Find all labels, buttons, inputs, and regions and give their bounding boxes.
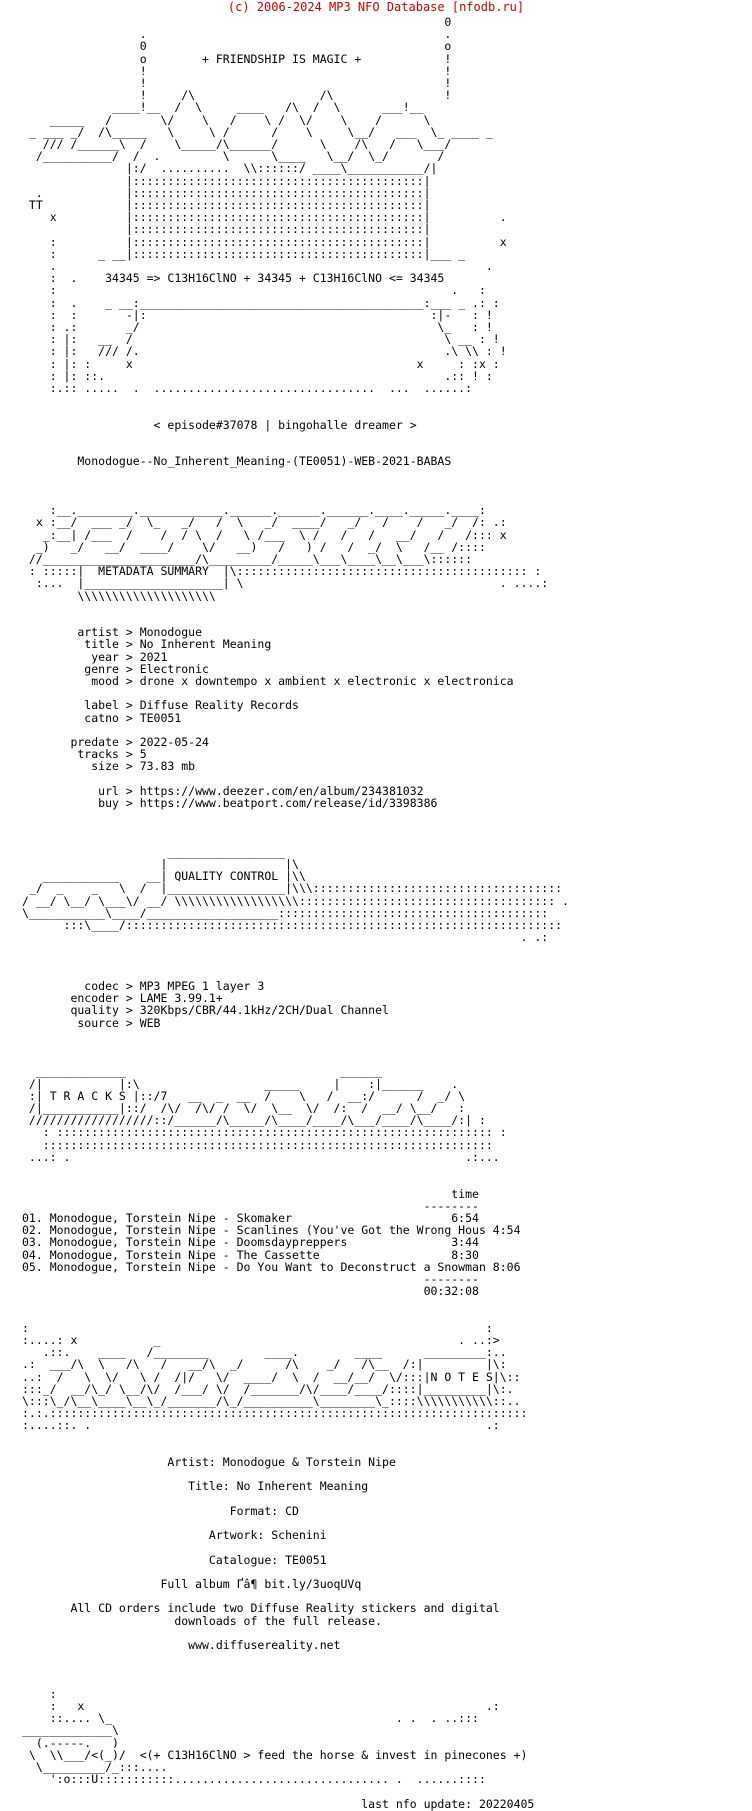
nfo-line: \ \\___/<(_)/ <(+ C13H16ClNO > feed the horse & invest in pinecones +): [22, 1747, 528, 1762]
nfo-line: : x .:: [22, 1699, 500, 1714]
nfo-line: ..: / \ \/ \ / /|/ \/ ____/ \ / __/__/ \/:::|N O T E S|\::: [22, 1369, 521, 1384]
nfo-line: artist > Monodogue: [22, 625, 203, 640]
nfo-line: ':o:::U:::::::::::............................... . ......::::: [22, 1772, 486, 1787]
nfo-line: : |: ::. .:: ! :: [22, 368, 493, 383]
nfo-line: Artwork: Schenini: [22, 1528, 327, 1543]
nfo-line: / __/ \__/ \___\/ __/ \\\\\\\\\\\\\\\\\\::::::::::::::::::::::::::::::::::::: .: [22, 893, 569, 908]
nfo-line: Title: No Inherent Meaning: [22, 1479, 369, 1494]
nfo-line: | |\: [22, 857, 299, 872]
nfo-line: |::::::::::::::::::::::::::::::::::::::::::|: [22, 222, 507, 237]
nfo-line: Full album Ґâ¶ bit.ly/3uoqUVq: [22, 1577, 362, 1591]
nfo-line: TT |::::::::::::::::::::::::::::::::::::::::::|: [22, 198, 459, 213]
nfo-line: x :__/ ___ _/ \_ _/ / \ _/ ____/ _/ / / _/ /: .:: [22, 515, 507, 530]
nfo-line: 02. Monodogue, Torstein Nipe - Scanlines (You've Got the Wrong Hous 4:54: [22, 1223, 521, 1238]
nfo-line: : :::::| METADATA SUMMARY |\:::::::::::::::::::::::::::::::::::::::::: :: [22, 564, 542, 579]
nfo-line: : ::::::::::::::::::::::::::::::::::::::::::::::::::::::::::::::: :: [22, 1125, 507, 1140]
nfo-line: downloads of the full release.: [22, 1613, 383, 1628]
nfo-line: 04. Monodogue, Torstein Nipe - The Cassette 8:30: [22, 1247, 479, 1262]
nfo-line: ! /\ /\ !: [22, 88, 452, 103]
nfo-line: < episode#37078 | bingohalle dreamer >: [22, 417, 417, 432]
nfo-line: x |::::::::::::::::::::::::::::::::::::::::::| .: [22, 210, 507, 225]
nfo-line: www.diffusereality.net: [22, 1638, 341, 1653]
nfo-line: size > 73.83 mb: [22, 759, 196, 774]
nfo-line: _ ___ _/ /\_____ \ \ / / \ \__/ ___ \_ ____ _: [22, 124, 493, 139]
nfo-line: o + FRIENDSHIP IS MAGIC + !: [22, 51, 452, 66]
nfo-line: . |::::::::::::::::::::::::::::::::::::::::::|: [22, 185, 459, 200]
nfo-line: : :: [22, 1320, 493, 1335]
nfo-line: genre > Electronic: [22, 661, 209, 676]
nfo-line: label > Diffuse Reality Records: [22, 698, 299, 713]
nfo-line: :::::::::::::::::::::::::::::::::::::::::::::::::::::::::::::::::: [22, 1137, 493, 1152]
nfo-line: 0 o: [22, 39, 452, 54]
nfo-line: : . :: [22, 283, 486, 298]
nfo-line: _________________: [22, 844, 286, 859]
nfo-line: :... |____________________| \ . ....:: [22, 576, 549, 591]
nfo-line: --------: [22, 1198, 479, 1213]
nfo-line: ...: . .:...: [22, 1149, 500, 1164]
nfo-line: . .:: [22, 930, 549, 945]
nfo-line: mood > drone x downtempo x ambient x electronic x electronica: [22, 673, 514, 688]
nfo-line: //______________________/\_________/_____\___\____\__\___\::::::: [22, 551, 473, 566]
nfo-line: :....: x _ . ..:>: [22, 1332, 500, 1347]
nfo-line: :.:: ..... . ................................ ... ......:: [22, 381, 473, 396]
nfo-line: \_________/_:::....: [22, 1760, 168, 1775]
nfo-line: Artist: Monodogue & Torstein Nipe: [22, 1454, 396, 1469]
nfo-line: : |::::::::::::::::::::::::::::::::::::::::::| x: [22, 234, 507, 249]
nfo-line: predate > 2022-05-24: [22, 734, 209, 749]
nfo-line: buy > https://www.beatport.com/release/id/3398386: [22, 796, 438, 810]
nfo-line: 01. Monodogue, Torstein Nipe - Skomaker 6:54: [22, 1210, 479, 1225]
nfo-line: : _ __|::::::::::::::::::::::::::::::::::::::::::|___ _: [22, 246, 493, 261]
nfo-line: _____ / \/ \ / \ / \/ \ / \: [22, 112, 445, 127]
nfo-line: :| T R A C K S |::/7 __ _ __ / \ / __:/ / _/ \: [22, 1088, 466, 1103]
nfo-line: : |: __ / \ __ : !: [22, 332, 500, 347]
nfo-line: --------: [22, 1271, 479, 1286]
nfo-line: |::::::::::::::::::::::::::::::::::::::::::|: [22, 173, 459, 188]
nfo-line: Format: CD: [22, 1503, 299, 1518]
nfo-line: /// /______\ / \_____/\______/ \ /\ / \___/: [22, 137, 466, 152]
nfo-line: : . _ __:_________________________________________:___ _ .: :: [22, 295, 500, 310]
nfo-line: \\\\\\\\\\\\\\\\\\\\: [22, 588, 216, 603]
nfo-line: url > https://www.deezer.com/en/album/234381032: [22, 783, 424, 798]
nfo-line: \___________\____/___________________:::::::::::::::::::::::::::::::::::::::: [22, 905, 549, 920]
nfo-line: _/ _ _ \ / |_________________|\\\::::::::::::::::::::::::::::::::::::: [22, 881, 563, 896]
nfo-line: title > No Inherent Meaning: [22, 637, 272, 652]
nfo-line: year > 2021: [22, 649, 168, 664]
nfo-line: ! !: [22, 76, 452, 91]
nfo-line: \:::\_/\__\____\__\_/_______/\_/__________\________\_::::\\\\\\\\\\\::..: [22, 1393, 521, 1408]
nfo-line: encoder > LAME 3.99.1+: [22, 991, 223, 1006]
nfo-line: Catalogue: TE0051: [22, 1552, 327, 1567]
nfo-line: _____________ ______: [22, 1064, 383, 1079]
nfo-line: last nfo update: 20220405: [22, 1796, 535, 1811]
nfo-line: codec > MP3 MPEG 1 layer 3: [22, 979, 265, 994]
nfo-line: :....::. . .:: [22, 1418, 500, 1433]
nfo-line: ::.... \_ . . . ..:::: [22, 1711, 479, 1726]
nfo-line: 03. Monodogue, Torstein Nipe - Doomsdaypreppers 3:44: [22, 1235, 479, 1250]
nfo-line: source > WEB: [22, 1015, 161, 1030]
nfo-line: : . 34345 => C13H16ClNO + 34345 + C13H16ClNO <= 34345: [22, 271, 486, 286]
nfo-line: _____________\: [22, 1723, 479, 1738]
nfo-line: . .: [22, 259, 493, 274]
nfo-line: 00:32:08: [22, 1284, 479, 1299]
nfo-line: _:__| /___ / / / \ / \ /___ \ / / / __/ / /::: x: [22, 527, 507, 542]
nfo-line: (.-----. ): [22, 1735, 119, 1750]
nfo-line: ___________ __| QUALITY CONTROL |\\: [22, 869, 306, 884]
nfo-line: /| |:\ _____ | :|______ .: [22, 1076, 459, 1091]
nfo-line: time: [22, 1186, 479, 1201]
nfo-line: quality > 320Kbps/CBR/44.1kHz/2CH/Dual Channel: [22, 1003, 389, 1018]
nfo-line: . .: [22, 27, 452, 42]
nfo-line: :::\____/:::::::::::::::::::::::::::::::::::::::::::::::::::::::::::::::: [22, 918, 563, 933]
nfo-line: : |: : x x : :x :: [22, 356, 500, 371]
nfo-line: : .: _/ \_ : !: [22, 320, 493, 335]
nfo-line: ! !: [22, 63, 452, 78]
nfo-line: //////////////////::/______/\_____/\____/____/\___/____/\____/:| :: [22, 1113, 486, 1128]
nfo-line: .::. ____ /________ ____. ____ _________:..: [22, 1345, 507, 1360]
nfo-line: .: ___/\ \ /\ / __/\ _/ /\ _/ /\__ /:| |\:: [22, 1357, 507, 1372]
nfo-line: /|___________|::/ /\/ /\/ / \/ \__ \/ /: / __/ \__/ :: [22, 1101, 466, 1116]
nfo-line: : : -|: :|- : !: [22, 307, 493, 322]
nfo-line: 05. Monodogue, Torstein Nipe - Do You Want to Deconstruct a Snowman 8:06: [22, 1259, 521, 1274]
nfo-line: :::_/ __/\_/ \__/\/ /___/ \/ /_______/\/____/____/::::|_________|\:.: [22, 1381, 514, 1396]
nfo-line: /__________/ / . \ \____ \__/ \_/ /: [22, 149, 466, 164]
nfo-line: Monodogue--No_Inherent_Meaning-(TE0051)-WEB-2021-BABAS: [22, 454, 452, 469]
nfo-line: : |: /// /. .\ \\ : !: [22, 344, 507, 359]
nfo-line: :: [22, 1686, 57, 1701]
nfo-line: :__.________.____________.______.______.______.____._____.____:: [22, 503, 486, 518]
nfo-line: All CD orders include two Diffuse Reality stickers and digital: [22, 1601, 500, 1616]
nfo-line: ____!__ / \ ____ /\ / \ ___!__: [22, 100, 445, 115]
nfo-line: :.:.:::::::::::::::::::::::::::::::::::::::::::::::::::::::::::::::::::::: [22, 1406, 528, 1421]
nfo-line: catno > TE0051: [22, 710, 182, 725]
nfo-text-body: [0, 16, 752, 1810]
nfo-line: _) _/ __/ ____/ \/ __) / ) / / _/ \ /__ /::::: [22, 539, 486, 554]
nfo-line: tracks > 5: [22, 747, 147, 762]
nfo-line: |:/ .......... \\::::::/ ____\___________/|: [22, 161, 452, 176]
nfo-source-header: (c) 2006-2024 MP3 NFO Database [nfodb.ru]: [227, 0, 525, 14]
nfo-line: 0: [22, 15, 452, 29]
